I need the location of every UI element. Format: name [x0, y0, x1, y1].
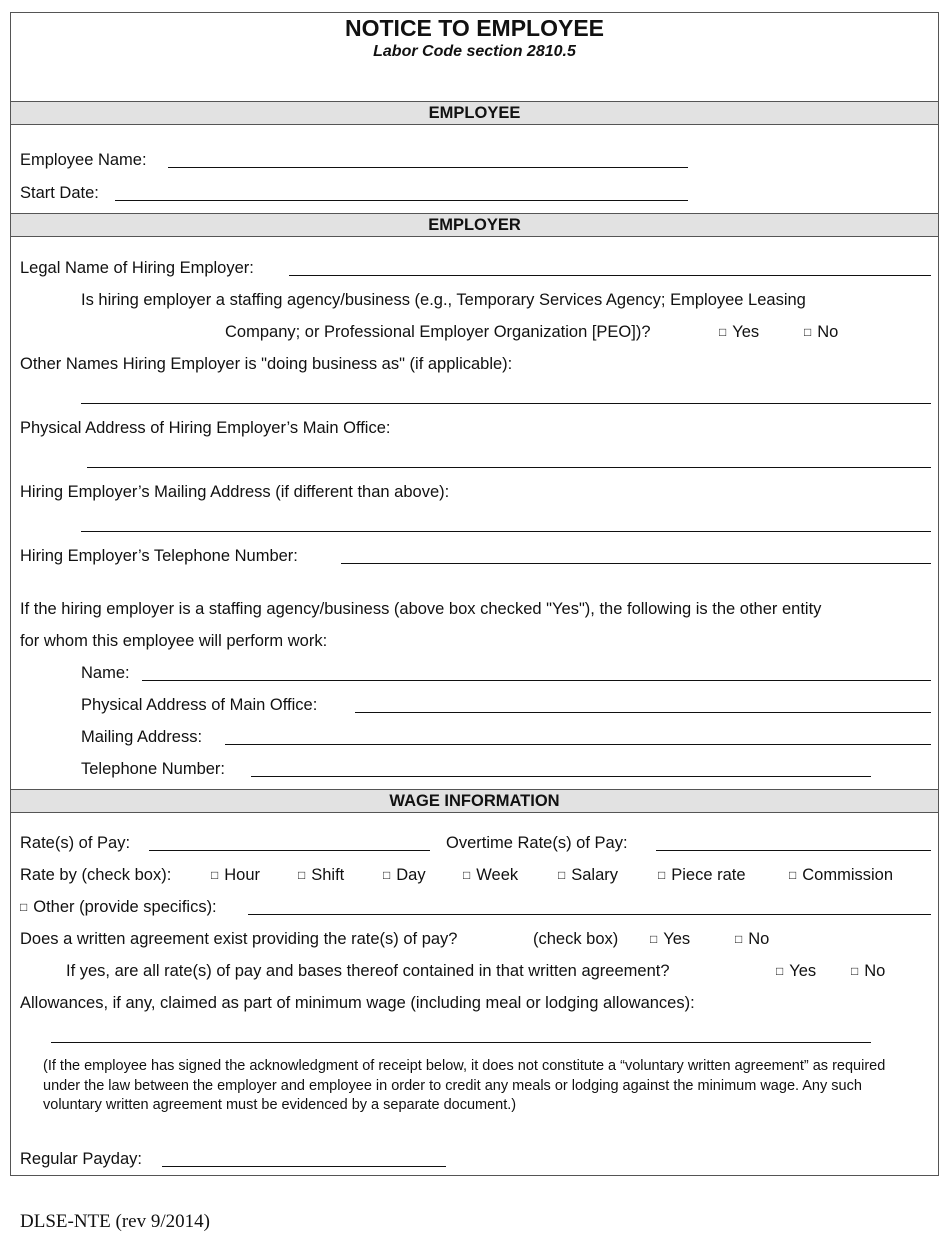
staffing-yes-option[interactable] [719, 322, 759, 343]
staffing-no-option[interactable] [804, 322, 838, 343]
legal-name-label: Legal Name of Hiring Employer: [20, 259, 254, 277]
employee-name-field[interactable] [168, 167, 688, 168]
rate-option-label: Shift [311, 866, 345, 884]
contained-yes-label: Yes [789, 962, 817, 980]
overtime-rate-label: Overtime Rate(s) of Pay: [446, 834, 628, 852]
agreement-no-option[interactable] [735, 929, 769, 950]
checkbox-icon: □ [719, 325, 727, 339]
notice-form [10, 12, 939, 1176]
checkbox-icon: □ [298, 868, 306, 882]
employer-telephone-label: Hiring Employer’s Telephone Number: [20, 547, 298, 565]
staffing-question-line1: Is hiring employer a staffing agency/business (e.g., Temporary Services Agency; Employee Leasing [81, 291, 806, 309]
allowances-field[interactable] [51, 1042, 871, 1043]
rate-option-label: Piece rate [671, 866, 746, 884]
entity-physical-address-label: Physical Address of Main Office: [81, 696, 318, 714]
rate-option-label: Week [476, 866, 519, 884]
entity-telephone-field[interactable] [251, 776, 871, 777]
checkbox-icon: □ [211, 868, 219, 882]
agreement-yes-option[interactable] [650, 929, 690, 950]
mailing-address-field[interactable] [81, 531, 931, 532]
wage-section-heading: WAGE INFORMATION [11, 789, 938, 813]
regular-payday-field[interactable] [162, 1166, 446, 1167]
checkbox-icon: □ [804, 325, 812, 339]
rate-by-label: Rate by (check box): [20, 866, 172, 884]
allowances-label: Allowances, if any, claimed as part of minimum wage (including meal or lodging allowances): [20, 994, 695, 1012]
start-date-label: Start Date: [20, 184, 99, 202]
entity-physical-address-field[interactable] [355, 712, 931, 713]
rate-option-label: Hour [224, 866, 261, 884]
check-box-hint: (check box) [533, 930, 619, 948]
entity-mailing-address-label: Mailing Address: [81, 728, 203, 746]
dba-label: Other Names Hiring Employer is "doing business as" (if applicable): [20, 355, 513, 373]
rate-option-label: Commission [802, 866, 894, 884]
checkbox-icon: □ [776, 964, 784, 978]
employer-section-heading: EMPLOYER [11, 213, 938, 237]
checkbox-icon: □ [383, 868, 391, 882]
legal-name-field[interactable] [289, 275, 931, 276]
other-specifics-label: Other (provide specifics): [33, 898, 217, 916]
contained-no-option[interactable] [851, 961, 885, 982]
checkbox-icon: □ [558, 868, 566, 882]
rate-option-hour[interactable] [211, 865, 260, 886]
rate-option-day[interactable] [383, 865, 426, 886]
contained-question: If yes, are all rate(s) of pay and bases thereof contained in that written agreement? [66, 962, 670, 980]
entity-telephone-label: Telephone Number: [81, 760, 226, 778]
other-specifics-field[interactable] [248, 914, 931, 915]
form-id: DLSE-NTE (rev 9/2014) [20, 1211, 210, 1232]
start-date-field[interactable] [115, 200, 688, 201]
rate-option-commission[interactable] [789, 865, 893, 886]
rate-option-other[interactable] [20, 897, 217, 918]
employer-telephone-field[interactable] [341, 563, 931, 564]
checkbox-icon: □ [463, 868, 471, 882]
overtime-rate-field[interactable] [656, 850, 931, 851]
checkbox-icon: □ [735, 932, 743, 946]
agreement-no-label: No [748, 930, 770, 948]
agreement-yes-label: Yes [663, 930, 691, 948]
entity-name-label: Name: [81, 664, 130, 682]
contained-yes-option[interactable] [776, 961, 816, 982]
checkbox-icon: □ [658, 868, 666, 882]
rate-option-shift[interactable] [298, 865, 344, 886]
rate-of-pay-field[interactable] [149, 850, 430, 851]
regular-payday-label: Regular Payday: [20, 1150, 142, 1168]
employee-section-heading: EMPLOYEE [11, 101, 938, 125]
dba-field[interactable] [81, 403, 931, 404]
entity-name-field[interactable] [142, 680, 931, 681]
rate-option-label: Day [396, 866, 426, 884]
staffing-question-line2: Company; or Professional Employer Organization [PEO])? [225, 323, 651, 341]
voluntary-agreement-note: (If the employee has signed the acknowledgment of receipt below, it does not constitute a “voluntary written agreement” as required under the law between the employer and employee in order to credit any meals or lodging against the minimum wage. Any such voluntary written agreement must be evidenced by a separate document.) [43, 1058, 886, 1113]
rate-option-salary[interactable] [558, 865, 618, 886]
checkbox-icon: □ [20, 900, 28, 914]
physical-address-label: Physical Address of Hiring Employer’s Main Office: [20, 419, 391, 437]
mailing-address-label: Hiring Employer’s Mailing Address (if different than above): [20, 483, 450, 501]
rate-option-label: Salary [571, 866, 619, 884]
staffing-no-label: No [817, 323, 839, 341]
physical-address-field[interactable] [87, 467, 931, 468]
rate-option-piece-rate[interactable] [658, 865, 746, 886]
staffing-yes-label: Yes [732, 323, 760, 341]
agreement-question: Does a written agreement exist providing the rate(s) of pay? [20, 930, 458, 948]
checkbox-icon: □ [789, 868, 797, 882]
entity-mailing-address-field[interactable] [225, 744, 931, 745]
employee-name-label: Employee Name: [20, 151, 147, 169]
checkbox-icon: □ [650, 932, 658, 946]
checkbox-icon: □ [851, 964, 859, 978]
form-title: NOTICE TO EMPLOYEE [345, 15, 604, 41]
form-subtitle: Labor Code section 2810.5 [373, 43, 576, 60]
other-entity-text-line1: If the hiring employer is a staffing agency/business (above box checked "Yes"), the following is the other entity [20, 600, 822, 618]
rate-option-week[interactable] [463, 865, 518, 886]
other-entity-text-line2: for whom this employee will perform work: [20, 632, 328, 650]
contained-no-label: No [864, 962, 886, 980]
rate-of-pay-label: Rate(s) of Pay: [20, 834, 131, 852]
